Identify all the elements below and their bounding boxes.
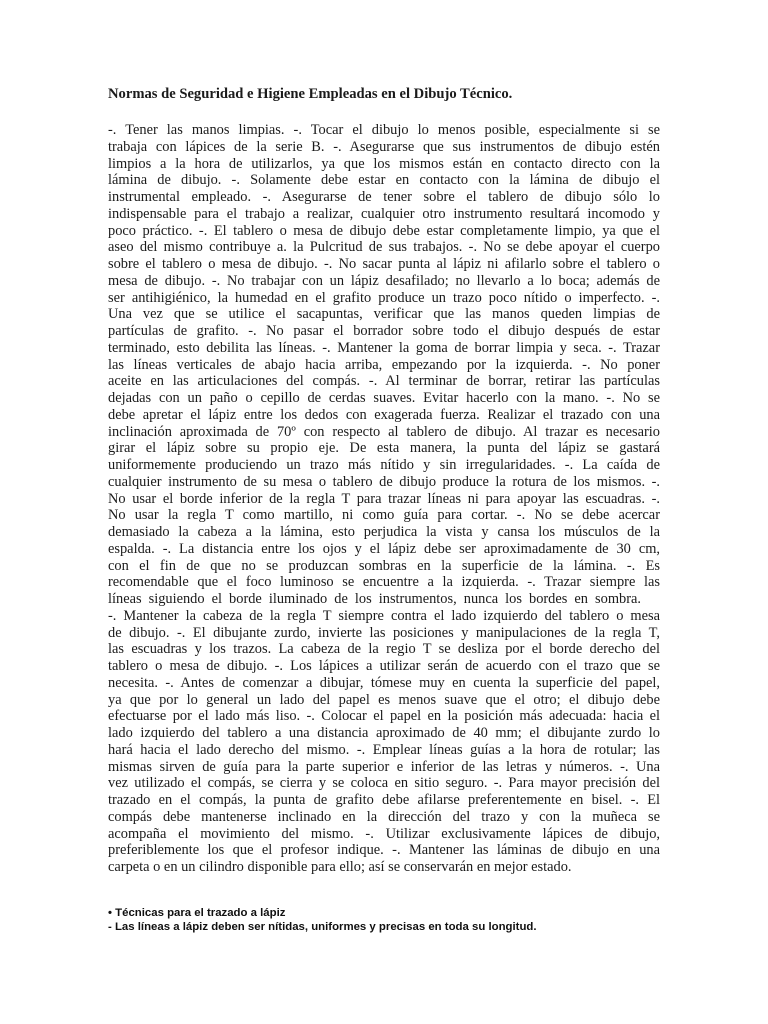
body-line: con el fin de que no se produzcan sombras en la superficie de la lámina. -. Es <box>108 557 660 574</box>
body-line: aseo del mismo contribuye a. la Pulcritud de sus trabajos. -. No se debe apoyar el cuerpo <box>108 239 660 256</box>
body-line: inclinación aproximada de 70º con respecto al tablero de dibujo. Al trazar es necesario <box>108 423 660 440</box>
body-line: ser antihigiénico, la humedad en el grafito produce un trazo poco nítido o imperfecto. -. <box>108 289 660 306</box>
body-line: partículas de grafito. -. No pasar el borrador sobre todo el dibujo después de estar <box>108 323 660 339</box>
body-paragraph <box>108 122 660 876</box>
body-line: recomendable que el foco luminoso se encuentre a la izquierda. -. Trazar siempre las <box>108 574 660 591</box>
subsection <box>108 906 660 934</box>
body-line: necesita. -. Antes de comenzar a dibujar, tómese muy en cuenta la superficie del papel, <box>108 674 660 691</box>
body-line: indispensable para el trabajo a realizar, cualquier otro instrumento resultará incomodo y <box>108 205 660 222</box>
body-line: compás debe mantenerse inclinado en la dirección del trazo y con la muñeca se <box>108 808 660 825</box>
body-line: espalda. -. La distancia entre los ojos y el lápiz debe ser aproximadamente de 30 cm, <box>108 540 660 557</box>
body-line: vez utilizado el compás, se cierra y se coloca en sitio seguro. -. Para mayor precisión del <box>108 775 660 792</box>
body-line: mismas sirven de guía para la parte superior e inferior de las letras y números. -. Una <box>108 758 660 775</box>
body-line: instrumental empleado. -. Asegurarse de tener sobre el tablero de dibujo sólo lo <box>108 189 660 205</box>
body-line: las escuadras y los trazos. La cabeza de la regio T se desliza por el borde derecho del <box>108 641 660 658</box>
body-line: -. Tener las manos limpias. -. Tocar el dibujo lo menos posible, especialmente si se <box>108 122 660 138</box>
body-line: cualquier instrumento de su mesa o tablero de dibujo produce la rotura de los mismos. -. <box>108 473 660 490</box>
body-line: acompaña el movimiento del mismo. -. Utilizar exclusivamente lápices de dibujo, <box>108 825 660 842</box>
body-line: lámina de dibujo. -. Solamente debe estar en contacto con la lámina de dibujo el <box>108 172 660 189</box>
document-title: Normas de Seguridad e Higiene Empleadas en el Dibujo Técnico. <box>108 86 513 102</box>
body-line: trazado en el compás, la punta de grafito debe afilarse preferentemente en bisel. -. El <box>108 792 660 808</box>
body-line: uniformemente produciendo un trazo más nítido y sin irregularidades. -. La caída de <box>108 457 660 473</box>
body-line: dejadas con un paño o cepillo de cerdas suaves. Evitar hacerlo con la mano. -. No se <box>108 390 660 406</box>
body-line: hará hacia el lado derecho del mismo. -. Emplear líneas guías a la hora de rotular; las <box>108 741 660 758</box>
body-line: limpios a la hora de utilizarlos, ya que los mismos están en contacto directo con la <box>108 155 660 172</box>
subsection-heading: • Técnicas para el trazado a lápiz <box>108 907 286 919</box>
body-line: preferiblemente los que el profesor indique. -. Mantener las láminas de dibujo en una <box>108 842 660 859</box>
body-line: girar el lápiz sobre su propio eje. De esta manera, la punta del lápiz se gastará <box>108 440 660 457</box>
body-line: tablero o mesa de dibujo. -. Los lápices a utilizar serán de acuerdo con el trazo que se <box>108 658 660 674</box>
body-line: Una vez que se utilice el sacapuntas, verificar que las manos queden limpias de <box>108 306 660 323</box>
body-line: trabaja con lápices de la serie B. -. Asegurarse que sus instrumentos de dibujo estén <box>108 138 660 155</box>
body-line: aceite en las articulaciones del compás. -. Al terminar de borrar, retirar las partículas <box>108 373 660 390</box>
body-line: mesa de dibujo. -. No trabajar con un lápiz desafilado; no llevarlo a lo boca; además de <box>108 272 660 289</box>
body-line: lado izquierdo del tablero a una distancia aproximado de 40 mm; el dibujante zurdo lo <box>108 725 660 741</box>
body-line: las líneas verticales de abajo hacia arriba, empezando por la izquierda. -. No poner <box>108 356 660 373</box>
body-line: carpeta o en un cilindro disponible para ello; así se conservarán en mejor estado. <box>108 859 572 875</box>
body-line: No usar el borde inferior de la regla T para trazar líneas ni para apoyar las escuadras. -. <box>108 490 660 507</box>
body-line: poco práctico. -. El tablero o mesa de dibujo debe estar completamente limpio, ya que el <box>108 222 660 239</box>
subsection-text: - Las líneas a lápiz deben ser nítidas, uniformes y precisas en toda su longitud. <box>108 921 537 933</box>
body-line: debe apretar el lápiz entre los dedos con exagerada fuerza. Realizar el trazado con una <box>108 406 660 423</box>
body-line: líneas siguiendo el borde iluminado de los instrumentos, nunca los bordes en sombra. <box>108 591 641 607</box>
body-line: -. Mantener la cabeza de la regla T siempre contra el lado izquierdo del tablero o mesa <box>108 607 660 624</box>
body-line: efectuarse por el lado más liso. -. Colocar el papel en la posición más adecuada: hacia el <box>108 708 660 725</box>
body-line: de dibujo. -. El dibujante zurdo, invierte las posiciones y manipulaciones de la regla T, <box>108 624 660 641</box>
body-line: terminado, esto debilita las líneas. -. Mantener la goma de borrar limpia y seca. -. Trazar <box>108 339 660 356</box>
body-line: sobre el tablero o mesa de dibujo. -. No sacar punta al lápiz ni afilarlo sobre el tablero o <box>108 256 660 272</box>
body-line: No usar la regla T como martillo, ni como guía para cortar. -. No se debe acercar <box>108 507 660 524</box>
body-line: demasiado la cabeza a la lámina, esto perjudica la vista y cansa los músculos de la <box>108 524 660 540</box>
body-line: ya que por lo general un lado del papel es menos suave que el otro; el dibujo debe <box>108 691 660 708</box>
